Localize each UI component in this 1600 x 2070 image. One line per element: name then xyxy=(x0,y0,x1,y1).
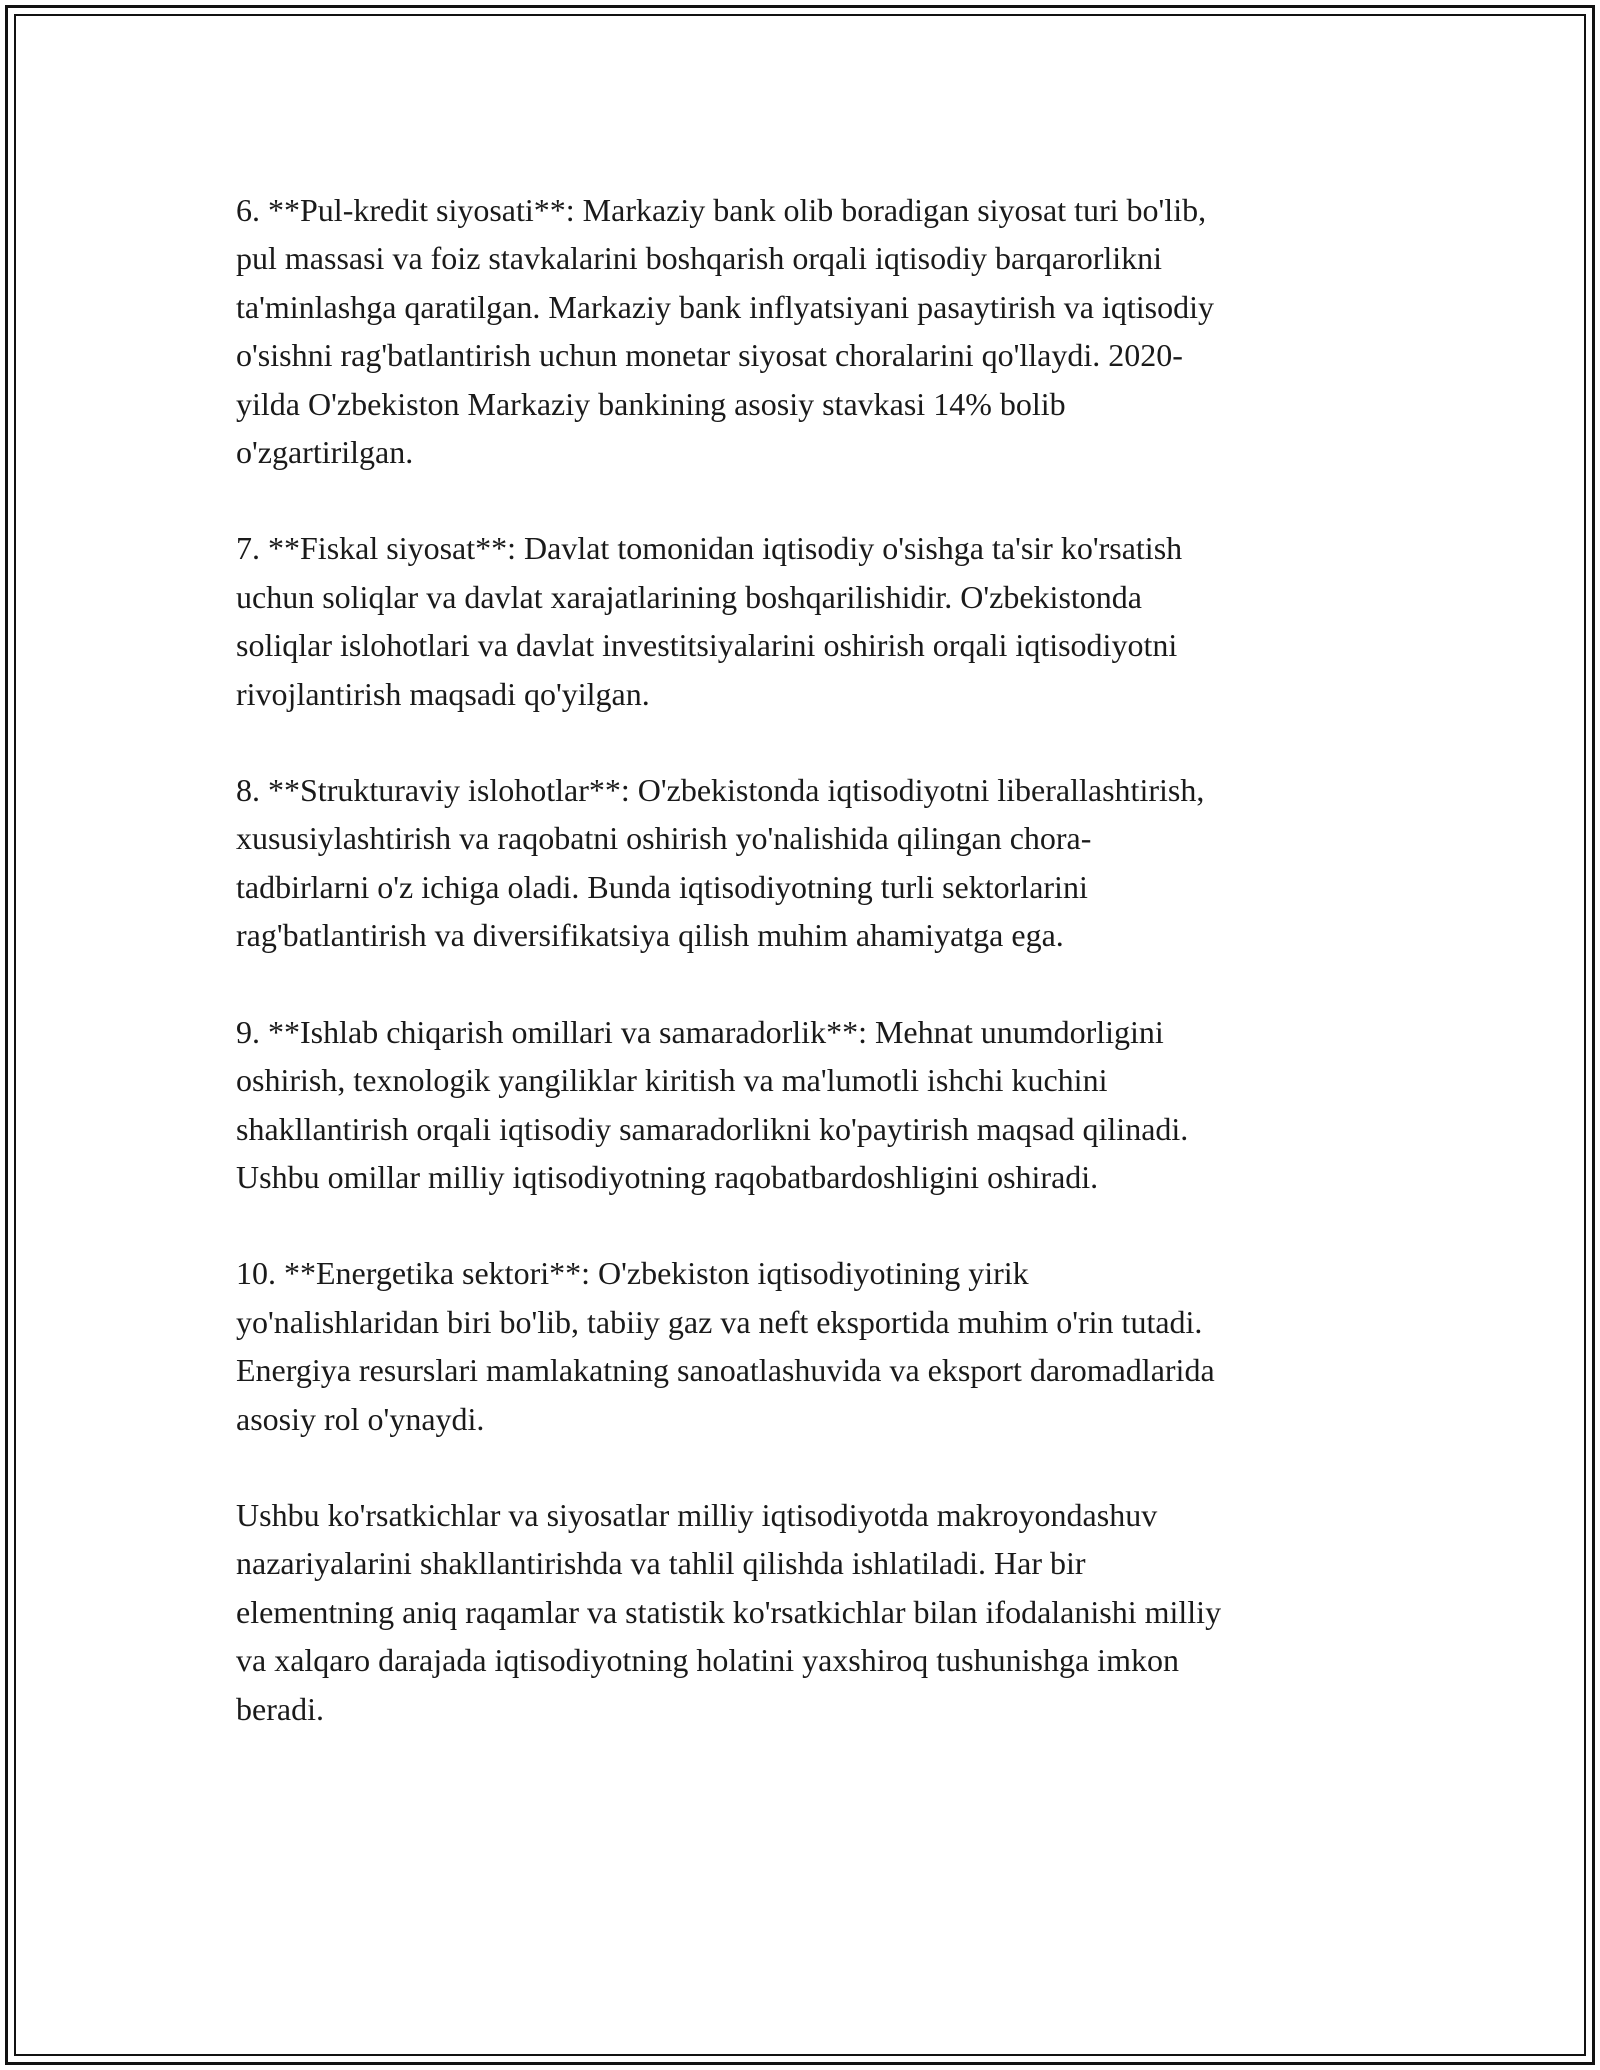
text-line: nazariyalarini shakllantirishda va tahlil qilishda ishlatiladi. Har bir xyxy=(236,1545,1086,1582)
text-line: xususiylashtirish va raqobatni oshirish yo'nalishida qilingan chora- xyxy=(236,820,1092,857)
text-line: 9. **Ishlab chiqarish omillari va samaradorlik**: Mehnat unumdorligini xyxy=(236,1013,1164,1050)
paragraph-production-factors xyxy=(236,1008,1368,1202)
text-line: 6. **Pul-kredit siyosati**: Markaziy bank olib boradigan siyosat turi bo'lib, xyxy=(236,192,1207,228)
paragraph-energy-sector xyxy=(236,1249,1368,1443)
document-body xyxy=(236,186,1368,1781)
paragraph-monetary-policy xyxy=(236,186,1368,476)
text-line: uchun soliqlar va davlat xarajatlarining boshqarilishidir. O'zbekistonda xyxy=(236,578,1142,615)
text-line: 7. **Fiskal siyosat**: Davlat tomonidan iqtisodiy o'sishga ta'sir ko'rsatish xyxy=(236,530,1183,567)
text-line: ta'minlashga qaratilgan. Markaziy bank inflyatsiyani pasaytirish va iqtisodiy xyxy=(236,288,1214,325)
text-line: rag'batlantirish va diversifikatsiya qilish muhim ahamiyatga ega. xyxy=(236,917,1064,954)
paragraph-fiscal-policy xyxy=(236,524,1368,718)
text-line: Ushbu ko'rsatkichlar va siyosatlar milliy iqtisodiyotda makroyondashuv xyxy=(236,1496,1158,1533)
text-line: tadbirlarni o'z ichiga oladi. Bunda iqtisodiyotning turli sektorlarini xyxy=(236,868,1088,905)
text-line: pul massasi va foiz stavkalarini boshqarish orqali iqtisodiy barqarorlikni xyxy=(236,240,1163,277)
text-line: va xalqaro darajada iqtisodiyotning holatini yaxshiroq tushunishga imkon xyxy=(236,1642,1179,1679)
text-line: yilda O'zbekiston Markaziy bankining asosiy stavkasi 14% bolib xyxy=(236,385,1066,422)
text-line: 10. **Energetika sektori**: O'zbekiston iqtisodiyotining yirik xyxy=(236,1255,1029,1292)
text-line: Ushbu omillar milliy iqtisodiyotning raqobatbardoshligini oshiradi. xyxy=(236,1158,1099,1195)
text-line: 8. **Strukturaviy islohotlar**: O'zbekistonda iqtisodiyotni liberallashtirish, xyxy=(236,772,1205,809)
text-line: rivojlantirish maqsadi qo'yilgan. xyxy=(236,675,650,712)
text-line: yo'nalishlaridan biri bo'lib, tabiiy gaz va neft eksportida muhim o'rin tutadi. xyxy=(236,1303,1203,1340)
paragraph-conclusion xyxy=(236,1491,1368,1733)
text-line: Energiya resurslari mamlakatning sanoatlashuvida va eksport daromadlarida xyxy=(236,1352,1215,1389)
text-line: oshirish, texnologik yangiliklar kiritish va ma'lumotli ishchi kuchini xyxy=(236,1062,1108,1099)
text-line: soliqlar islohotlari va davlat investitsiyalarini oshirish orqali iqtisodiyotni xyxy=(236,627,1178,664)
paragraph-structural-reforms xyxy=(236,766,1368,960)
text-line: elementning aniq raqamlar va statistik ko'rsatkichlar bilan ifodalanishi milliy xyxy=(236,1593,1222,1630)
text-line: shakllantirish orqali iqtisodiy samaradorlikni ko'paytirish maqsad qilinadi. xyxy=(236,1110,1189,1147)
text-line: asosiy rol o'ynaydi. xyxy=(236,1400,485,1437)
text-line: o'sishni rag'batlantirish uchun monetar siyosat choralarini qo'llaydi. 2020- xyxy=(236,337,1183,374)
text-line: o'zgartirilgan. xyxy=(236,434,414,471)
text-line: beradi. xyxy=(236,1690,324,1727)
